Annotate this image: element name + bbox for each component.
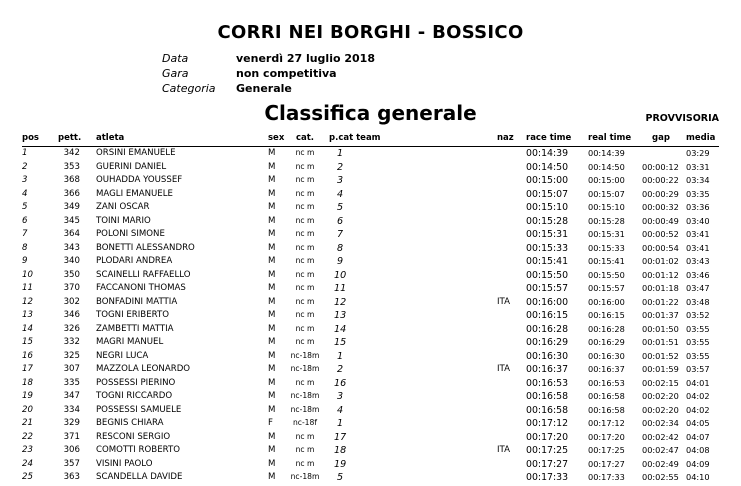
cell-media: 03:57 xyxy=(686,364,710,374)
cell-atleta: VISINI PAOLO xyxy=(96,458,153,469)
cell-sex: M xyxy=(268,391,276,401)
cell-real-time: 00:16:00 xyxy=(588,296,625,307)
cell-pett: 332 xyxy=(63,337,80,347)
meta-key: Categoria xyxy=(162,82,216,95)
cell-pos: 2 xyxy=(22,161,28,172)
cell-pcat: 1 xyxy=(336,350,344,362)
cell-race-time: 00:17:20 xyxy=(526,431,569,443)
cell-pcat: 8 xyxy=(336,242,344,254)
cell-pcat: 2 xyxy=(336,161,344,173)
table-row xyxy=(0,351,741,365)
cell-atleta: ZANI OSCAR xyxy=(96,202,150,212)
meta-key: Gara xyxy=(162,67,189,80)
cell-media: 03:40 xyxy=(686,215,710,226)
cell-real-time: 00:17:25 xyxy=(588,445,625,455)
cell-pos: 15 xyxy=(22,337,33,347)
cell-gap: 00:01:02 xyxy=(642,256,679,266)
cell-atleta: SCANDELLA DAVIDE xyxy=(96,472,183,482)
cell-gap: 00:00:12 xyxy=(642,161,679,172)
cell-pett: 350 xyxy=(63,269,80,280)
cell-cat: nc-18m xyxy=(290,391,320,400)
table-row xyxy=(0,175,741,189)
cell-pett: 349 xyxy=(63,202,80,212)
cell-gap: 00:00:52 xyxy=(642,229,679,239)
cell-sex: M xyxy=(268,215,276,226)
cell-pos: 5 xyxy=(22,202,28,212)
cell-atleta: MAGLI EMANUELE xyxy=(96,188,173,199)
cell-pcat: 5 xyxy=(336,202,344,213)
cell-cat: nc m xyxy=(295,377,315,387)
cell-race-time: 00:15:50 xyxy=(526,269,569,281)
table-row xyxy=(0,445,741,459)
header-cat: cat. xyxy=(295,133,315,143)
cell-atleta: TOINI MARIO xyxy=(96,215,151,226)
table-header xyxy=(0,133,741,146)
cell-pos: 4 xyxy=(22,188,28,199)
cell-pos: 11 xyxy=(22,283,33,293)
cell-pcat: 10 xyxy=(334,269,347,281)
table-row xyxy=(0,216,741,230)
cell-cat: nc m xyxy=(295,458,315,468)
cell-race-time: 00:14:39 xyxy=(526,148,569,159)
cell-pcat: 13 xyxy=(334,310,347,321)
cell-gap: 00:00:29 xyxy=(642,188,679,199)
cell-race-time: 00:16:28 xyxy=(526,323,569,335)
cell-atleta: BONFADINI MATTIA xyxy=(96,296,178,307)
cell-media: 03:52 xyxy=(686,310,710,320)
cell-atleta: NEGRI LUCA xyxy=(96,350,149,361)
meta-value: venerdì 27 luglio 2018 xyxy=(236,52,375,65)
cell-pett: 326 xyxy=(63,323,80,334)
cell-race-time: 00:15:57 xyxy=(526,283,569,294)
cell-race-time: 00:17:33 xyxy=(526,472,569,483)
cell-media: 04:08 xyxy=(686,445,710,455)
cell-pos: 1 xyxy=(22,148,28,158)
table-row xyxy=(0,256,741,270)
cell-media: 03:46 xyxy=(686,269,710,280)
cell-pett: 307 xyxy=(63,364,80,374)
cell-gap: 00:00:54 xyxy=(642,242,679,253)
cell-race-time: 00:16:37 xyxy=(526,364,569,375)
cell-sex: M xyxy=(268,364,276,374)
cell-pett: 335 xyxy=(63,377,80,388)
meta-value: Generale xyxy=(236,82,292,95)
cell-race-time: 00:17:27 xyxy=(526,458,569,470)
cell-naz: ITA xyxy=(497,296,510,307)
cell-sex: M xyxy=(268,377,276,388)
cell-sex: M xyxy=(268,404,276,415)
table-row xyxy=(0,243,741,257)
status-label: PROVVISORIA xyxy=(645,113,719,124)
cell-atleta: COMOTTI ROBERTO xyxy=(96,445,180,455)
cell-media: 03:36 xyxy=(686,202,710,212)
cell-gap: 00:01:37 xyxy=(642,310,679,320)
cell-atleta: POSSESSI SAMUELE xyxy=(96,404,182,415)
cell-pett: 363 xyxy=(63,472,80,482)
cell-pett: 325 xyxy=(63,350,80,361)
cell-real-time: 00:16:58 xyxy=(588,404,625,415)
table-row xyxy=(0,283,741,297)
cell-pett: 353 xyxy=(63,161,80,172)
cell-real-time: 00:15:10 xyxy=(588,202,625,212)
header-gap: gap xyxy=(652,133,670,143)
cell-pcat: 3 xyxy=(336,175,344,186)
cell-sex: M xyxy=(268,188,276,199)
cell-sex: M xyxy=(268,229,276,239)
table-row xyxy=(0,310,741,324)
cell-media: 03:31 xyxy=(686,161,710,172)
cell-pos: 19 xyxy=(22,391,33,401)
cell-pos: 9 xyxy=(22,256,28,266)
cell-race-time: 00:17:25 xyxy=(526,445,569,456)
cell-real-time: 00:14:50 xyxy=(588,161,625,172)
cell-cat: nc m xyxy=(295,256,315,265)
document-title: CORRI NEI BORGHI - BOSSICO xyxy=(217,22,524,43)
cell-real-time: 00:16:58 xyxy=(588,391,625,401)
cell-real-time: 00:17:33 xyxy=(588,472,625,482)
cell-pos: 7 xyxy=(22,229,28,239)
cell-gap: 00:02:42 xyxy=(642,431,679,442)
cell-atleta: PLODARI ANDREA xyxy=(96,256,173,266)
cell-media: 03:35 xyxy=(686,188,710,199)
cell-cat: nc m xyxy=(295,431,315,441)
cell-pett: 364 xyxy=(63,229,80,239)
header-atleta: atleta xyxy=(96,133,125,143)
cell-sex: M xyxy=(268,296,276,307)
table-row xyxy=(0,337,741,351)
cell-real-time: 00:15:07 xyxy=(588,188,625,199)
cell-gap: 00:01:18 xyxy=(642,283,679,293)
cell-cat: nc-18m xyxy=(290,364,320,373)
table-row xyxy=(0,459,741,473)
cell-gap: 00:00:32 xyxy=(642,202,679,212)
cell-pcat: 6 xyxy=(336,215,344,227)
cell-pett: 302 xyxy=(63,296,80,307)
cell-real-time: 00:15:57 xyxy=(588,283,625,293)
cell-atleta: ZAMBETTI MATTIA xyxy=(96,323,174,334)
cell-pcat: 17 xyxy=(334,431,347,443)
header-pos: pos xyxy=(22,133,39,143)
header-naz: naz xyxy=(497,133,514,143)
cell-sex: M xyxy=(268,431,276,442)
cell-atleta: TOGNI RICCARDO xyxy=(96,391,173,401)
cell-atleta: POLONI SIMONE xyxy=(96,229,165,239)
table-row xyxy=(0,418,741,432)
cell-cat: nc m xyxy=(295,283,315,292)
table-row xyxy=(0,391,741,405)
cell-pett: 346 xyxy=(63,310,80,320)
cell-race-time: 00:15:07 xyxy=(526,188,569,200)
cell-pos: 22 xyxy=(22,431,33,442)
cell-sex: M xyxy=(268,337,276,347)
cell-sex: M xyxy=(268,161,276,172)
cell-pcat: 2 xyxy=(336,364,344,375)
cell-sex: M xyxy=(268,269,276,280)
cell-atleta: RESCONI SERGIO xyxy=(96,431,171,442)
table-row xyxy=(0,202,741,216)
header-pcat-team: p.cat team xyxy=(329,133,381,143)
cell-real-time: 00:17:20 xyxy=(588,431,625,442)
cell-pett: 345 xyxy=(63,215,80,226)
cell-cat: nc m xyxy=(295,242,315,252)
cell-atleta: OUHADDA YOUSSEF xyxy=(96,175,183,185)
cell-real-time: 00:16:30 xyxy=(588,350,625,361)
cell-media: 03:48 xyxy=(686,296,710,307)
cell-sex: M xyxy=(268,445,276,455)
cell-cat: nc-18m xyxy=(290,404,320,414)
cell-media: 03:43 xyxy=(686,256,710,266)
ranking-subtitle: Classifica generale xyxy=(264,101,477,125)
cell-real-time: 00:14:39 xyxy=(588,148,625,158)
cell-pos: 14 xyxy=(22,323,33,334)
meta-value: non competitiva xyxy=(236,67,337,80)
cell-gap: 00:01:22 xyxy=(642,296,679,307)
cell-atleta: BONETTI ALESSANDRO xyxy=(96,242,195,253)
cell-pos: 25 xyxy=(22,472,33,482)
cell-race-time: 00:16:53 xyxy=(526,377,569,389)
cell-sex: M xyxy=(268,472,276,482)
cell-pos: 16 xyxy=(22,350,33,361)
cell-pcat: 3 xyxy=(336,391,344,402)
cell-gap: 00:01:59 xyxy=(642,364,679,374)
cell-gap: 00:02:15 xyxy=(642,377,679,388)
cell-pett: 342 xyxy=(63,148,80,158)
cell-pcat: 11 xyxy=(334,283,347,294)
table-row xyxy=(0,189,741,203)
table-row xyxy=(0,162,741,176)
cell-media: 03:34 xyxy=(686,175,710,185)
cell-pos: 17 xyxy=(22,364,33,374)
cell-cat: nc m xyxy=(295,337,315,346)
cell-pos: 21 xyxy=(22,418,33,428)
cell-media: 03:55 xyxy=(686,323,710,334)
cell-pett: 343 xyxy=(63,242,80,253)
cell-sex: M xyxy=(268,323,276,334)
cell-race-time: 00:15:41 xyxy=(526,256,569,267)
cell-pett: 347 xyxy=(63,391,80,401)
cell-sex: M xyxy=(268,310,276,320)
cell-media: 04:05 xyxy=(686,418,710,428)
cell-gap: 00:02:49 xyxy=(642,458,679,469)
cell-real-time: 00:16:37 xyxy=(588,364,625,374)
cell-race-time: 00:15:10 xyxy=(526,202,569,213)
cell-sex: M xyxy=(268,148,276,158)
table-row xyxy=(0,472,741,486)
cell-pcat: 7 xyxy=(336,229,344,240)
cell-pett: 357 xyxy=(63,458,80,469)
cell-cat: nc m xyxy=(295,445,315,454)
cell-atleta: TOGNI ERIBERTO xyxy=(96,310,169,320)
cell-pcat: 15 xyxy=(334,337,347,348)
cell-cat: nc m xyxy=(295,202,315,211)
table-row xyxy=(0,270,741,284)
cell-media: 04:01 xyxy=(686,377,710,388)
cell-race-time: 00:16:58 xyxy=(526,404,569,416)
cell-pos: 8 xyxy=(22,242,28,253)
cell-pcat: 18 xyxy=(334,445,347,456)
cell-sex: M xyxy=(268,283,276,293)
cell-pcat: 14 xyxy=(334,323,347,335)
cell-race-time: 00:14:50 xyxy=(526,161,569,173)
cell-media: 03:55 xyxy=(686,350,710,361)
cell-cat: nc m xyxy=(295,229,315,238)
cell-cat: nc m xyxy=(295,175,315,184)
cell-race-time: 00:16:15 xyxy=(526,310,569,321)
table-row xyxy=(0,364,741,378)
cell-pett: 334 xyxy=(63,404,80,415)
cell-naz: ITA xyxy=(497,445,510,455)
cell-real-time: 00:16:28 xyxy=(588,323,625,334)
cell-race-time: 00:15:33 xyxy=(526,242,569,254)
cell-pcat: 1 xyxy=(336,148,344,159)
cell-pett: 370 xyxy=(63,283,80,293)
cell-pett: 371 xyxy=(63,431,80,442)
cell-pcat: 12 xyxy=(334,296,347,308)
cell-media: 04:09 xyxy=(686,458,710,469)
cell-gap: 00:01:12 xyxy=(642,269,679,280)
cell-sex: M xyxy=(268,242,276,253)
cell-pcat: 5 xyxy=(336,472,344,483)
cell-pos: 13 xyxy=(22,310,33,320)
cell-real-time: 00:15:28 xyxy=(588,215,625,226)
cell-atleta: BEGNIS CHIARA xyxy=(96,418,164,428)
table-row xyxy=(0,229,741,243)
cell-gap: 00:01:51 xyxy=(642,337,679,347)
cell-pos: 20 xyxy=(22,404,33,415)
cell-pos: 12 xyxy=(22,296,33,307)
cell-pcat: 16 xyxy=(334,377,347,389)
cell-pcat: 19 xyxy=(334,458,347,470)
cell-cat: nc m xyxy=(295,148,315,157)
cell-cat: nc m xyxy=(295,269,315,279)
cell-pos: 23 xyxy=(22,445,33,455)
cell-race-time: 00:17:12 xyxy=(526,418,569,429)
cell-media: 04:02 xyxy=(686,404,710,415)
cell-cat: nc m xyxy=(295,215,315,225)
cell-pos: 10 xyxy=(22,269,33,280)
cell-cat: nc m xyxy=(295,188,315,198)
cell-real-time: 00:15:31 xyxy=(588,229,625,239)
cell-real-time: 00:17:27 xyxy=(588,458,625,469)
header-pett: pett. xyxy=(58,133,82,143)
cell-pett: 340 xyxy=(63,256,80,266)
cell-gap: 00:00:22 xyxy=(642,175,679,185)
cell-gap: 00:00:49 xyxy=(642,215,679,226)
cell-race-time: 00:16:29 xyxy=(526,337,569,348)
cell-gap: 00:02:20 xyxy=(642,391,679,401)
cell-real-time: 00:16:53 xyxy=(588,377,625,388)
cell-atleta: GUERINI DANIEL xyxy=(96,161,167,172)
table-row xyxy=(0,297,741,311)
cell-pcat: 1 xyxy=(336,418,344,429)
cell-sex: M xyxy=(268,458,276,469)
header-real-time: real time xyxy=(588,133,632,143)
cell-media: 03:55 xyxy=(686,337,710,347)
meta-key: Data xyxy=(162,52,189,65)
cell-sex: M xyxy=(268,350,276,361)
cell-atleta: SCAINELLI RAFFAELLO xyxy=(96,269,191,280)
cell-cat: nc m xyxy=(295,296,315,306)
table-row xyxy=(0,405,741,419)
cell-media: 03:41 xyxy=(686,229,710,239)
cell-real-time: 00:16:15 xyxy=(588,310,625,320)
cell-media: 03:47 xyxy=(686,283,710,293)
header-race-time: race time xyxy=(526,133,572,143)
cell-real-time: 00:16:29 xyxy=(588,337,625,347)
cell-pcat: 4 xyxy=(336,188,344,200)
cell-pos: 24 xyxy=(22,458,33,469)
cell-race-time: 00:16:58 xyxy=(526,391,569,402)
cell-pett: 306 xyxy=(63,445,80,455)
cell-atleta: POSSESSI PIERINO xyxy=(96,377,176,388)
cell-atleta: MAGRI MANUEL xyxy=(96,337,164,347)
cell-gap: 00:02:20 xyxy=(642,404,679,415)
cell-sex: M xyxy=(268,202,276,212)
cell-race-time: 00:15:00 xyxy=(526,175,569,186)
cell-real-time: 00:15:33 xyxy=(588,242,625,253)
cell-pett: 368 xyxy=(63,175,80,185)
cell-sex: F xyxy=(268,418,273,428)
header-sex: sex xyxy=(268,133,285,143)
cell-media: 04:02 xyxy=(686,391,710,401)
header-rule xyxy=(22,146,719,147)
cell-real-time: 00:15:50 xyxy=(588,269,625,280)
cell-pcat: 9 xyxy=(336,256,344,267)
cell-media: 03:41 xyxy=(686,242,710,253)
table-row xyxy=(0,148,741,162)
cell-gap: 00:01:52 xyxy=(642,350,679,361)
table-row xyxy=(0,324,741,338)
cell-pos: 18 xyxy=(22,377,33,388)
cell-race-time: 00:16:00 xyxy=(526,296,569,308)
cell-media: 04:07 xyxy=(686,431,710,442)
cell-atleta: ORSINI EMANUELE xyxy=(96,148,176,158)
cell-atleta: FACCANONI THOMAS xyxy=(96,283,186,293)
cell-pcat: 4 xyxy=(336,404,344,416)
cell-cat: nc m xyxy=(295,310,315,319)
cell-real-time: 00:17:12 xyxy=(588,418,625,428)
cell-pos: 3 xyxy=(22,175,28,185)
cell-pos: 6 xyxy=(22,215,28,226)
cell-gap: 00:02:34 xyxy=(642,418,679,428)
cell-cat: nc-18m xyxy=(290,350,320,360)
cell-cat: nc m xyxy=(295,161,315,171)
cell-pett: 329 xyxy=(63,418,80,428)
cell-race-time: 00:15:28 xyxy=(526,215,569,227)
cell-real-time: 00:15:00 xyxy=(588,175,625,185)
cell-gap: 00:01:50 xyxy=(642,323,679,334)
table-row xyxy=(0,378,741,392)
cell-naz: ITA xyxy=(497,364,510,374)
cell-race-time: 00:15:31 xyxy=(526,229,569,240)
cell-cat: nc m xyxy=(295,323,315,333)
cell-pett: 366 xyxy=(63,188,80,199)
cell-media: 03:29 xyxy=(686,148,710,158)
cell-atleta: MAZZOLA LEONARDO xyxy=(96,364,191,374)
cell-real-time: 00:15:41 xyxy=(588,256,625,266)
cell-race-time: 00:16:30 xyxy=(526,350,569,362)
cell-sex: M xyxy=(268,256,276,266)
header-media: media xyxy=(686,133,716,143)
cell-cat: nc-18m xyxy=(290,472,320,481)
cell-gap: 00:02:47 xyxy=(642,445,679,455)
table-row xyxy=(0,432,741,446)
cell-cat: nc-18f xyxy=(292,418,318,427)
cell-media: 04:10 xyxy=(686,472,710,482)
cell-sex: M xyxy=(268,175,276,185)
cell-gap: 00:02:55 xyxy=(642,472,679,482)
